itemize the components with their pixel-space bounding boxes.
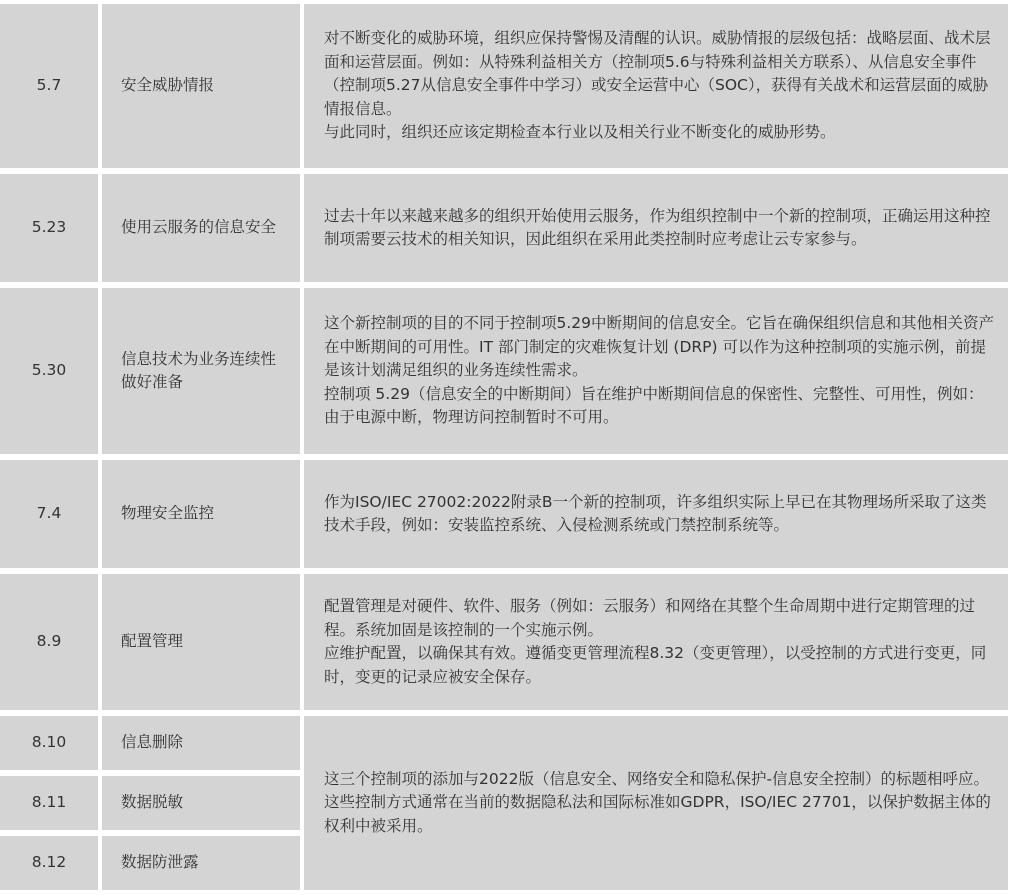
row-number-cell — [0, 460, 98, 568]
description-text: 对不断变化的威胁环境，组织应保持警惕及清醒的认识。威胁情报的层级包括：战略层面、战术层面和运营层面。例如：从特殊利益相关方（控制项5.6与特殊利益相关方联系）、从信息安全事件（控制项5.27从信息安全事件中学习）或安全运营中心（SOC），获得有关战术和运营层面的威胁情报信息。 — [324, 29, 991, 118]
control-name-cell — [102, 288, 300, 454]
control-name: 信息删除 — [121, 733, 184, 752]
control-name: 安全威胁情报 — [121, 76, 215, 95]
row-number-cell — [0, 288, 98, 454]
description-text: 应维护配置，以确保其有效。遵循变更管理流程8.32（变更管理），以受控制的方式进行变更，同时，变更的记录应被安全保存。 — [324, 644, 987, 686]
row-number: 7.4 — [36, 504, 62, 523]
control-name-cell — [102, 836, 300, 890]
control-name: 使用云服务的信息安全 — [121, 218, 277, 237]
control-name: 数据脱敏 — [121, 793, 184, 812]
row-number: 8.9 — [36, 632, 62, 651]
description-text: 控制项 5.29（信息安全的中断期间）旨在维护中断期间信息的保密性、完整性、可用性，例如：由于电源中断，物理访问控制暂时不可用。 — [324, 384, 984, 427]
row-number-cell — [0, 574, 98, 710]
control-name: 信息技术为业务连续性做好准备 — [121, 349, 277, 391]
control-name: 配置管理 — [121, 632, 184, 651]
description-text: 与此同时，组织还应该定期检查本行业以及相关行业不断变化的威胁形势。 — [324, 123, 836, 142]
description-cell — [304, 460, 1008, 568]
description-cell — [304, 288, 1008, 454]
row-number-cell — [0, 716, 98, 770]
control-name-cell — [102, 4, 300, 168]
description-text: 配置管理是对硬件、软件、服务（例如：云服务）和网络在其整个生命周期中进行定期管理的过程。系统加固是该控制的一个实施示例。 — [324, 597, 976, 639]
description-text: 这三个控制项的添加与2022版（信息安全、网络安全和隐私保护-信息安全控制）的标题相呼应。这些控制方式通常在当前的数据隐私法和国际标准如GDPR，ISO/IEC 27701，以保护数据主体的权利中被采用。 — [324, 769, 991, 835]
description-cell — [304, 716, 1008, 890]
control-name-cell — [102, 776, 300, 830]
row-number: 8.12 — [31, 853, 67, 872]
control-name-cell — [102, 574, 300, 710]
description-cell — [304, 174, 1008, 282]
row-number: 5.7 — [36, 76, 62, 95]
description-cell — [304, 4, 1008, 168]
row-number: 8.11 — [31, 793, 67, 812]
description-text: 这个新控制项的目的不同于控制项5.29中断期间的信息安全。它旨在确保组织信息和其他相关资产在中断期间的可用性。IT 部门制定的灾难恢复计划 (DRP) 可以作为这种控制项的实施示例，前提是该计划满足组织的业务连续性需求。 — [324, 314, 995, 380]
description-text: 作为ISO/IEC 27002:2022附录B一个新的控制项，许多组织实际上早已在其物理场所采取了这类技术手段，例如：安装监控系统、入侵检测系统或门禁控制系统等。 — [324, 492, 987, 534]
control-name-cell — [102, 174, 300, 282]
row-number: 8.10 — [31, 733, 67, 752]
description-cell — [304, 574, 1008, 710]
control-name: 数据防泄露 — [121, 853, 199, 872]
control-name: 物理安全监控 — [121, 504, 215, 523]
row-number-cell — [0, 4, 98, 168]
row-number-cell — [0, 836, 98, 890]
row-number-cell — [0, 174, 98, 282]
description-text: 过去十年以来越来越多的组织开始使用云服务，作为组织控制中一个新的控制项，正确运用这种控制项需要云技术的相关知识，因此组织在采用此类控制时应考虑让云专家参与。 — [324, 206, 991, 248]
row-number-cell — [0, 776, 98, 830]
control-name-cell — [102, 716, 300, 770]
control-name-cell — [102, 460, 300, 568]
row-number: 5.23 — [31, 218, 67, 237]
row-number: 5.30 — [31, 361, 67, 380]
